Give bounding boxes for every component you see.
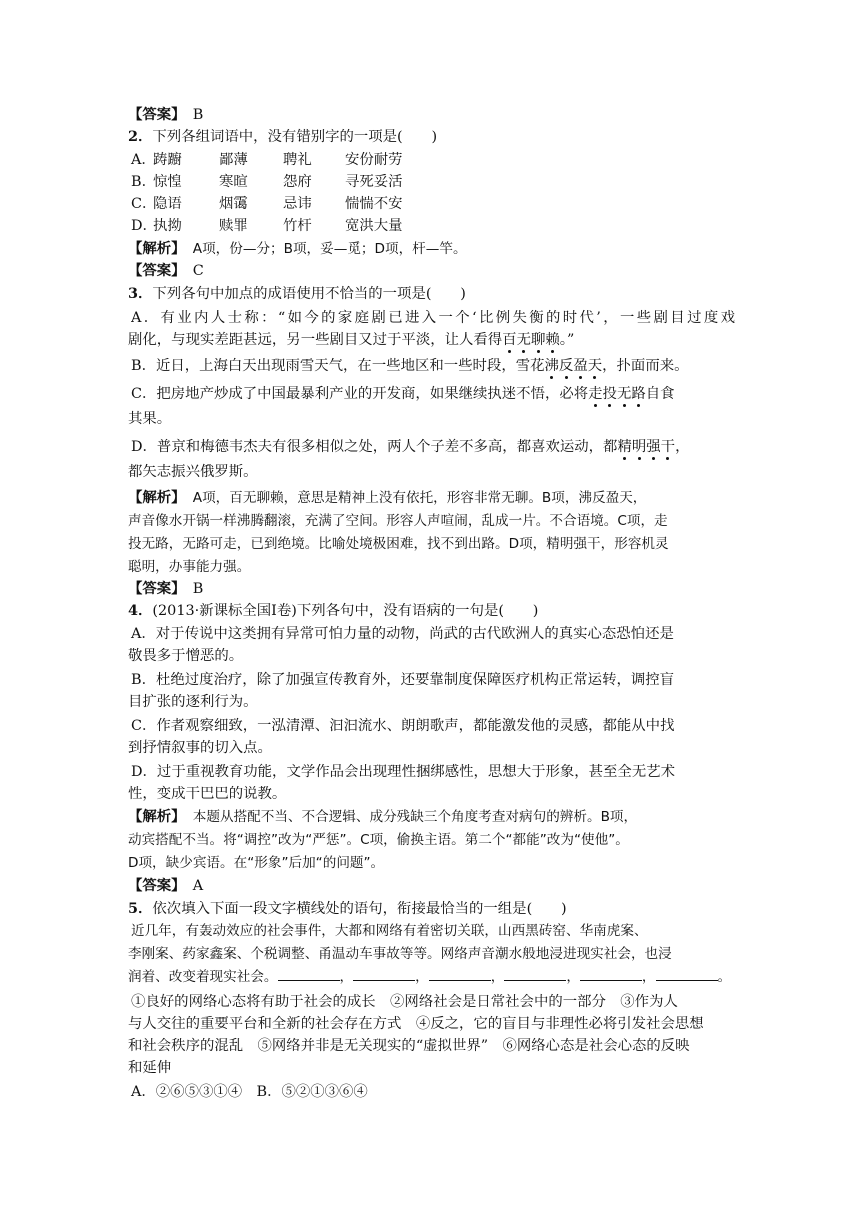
- question-number: 2．: [128, 128, 153, 145]
- option-word: 惴惴不安: [345, 196, 403, 212]
- q4-option-b-line1: B．杜绝过度治疗，除了加强宣传教育外，还要靠制度保障医疗机构正常运转，调控盲: [131, 672, 675, 688]
- q2-option-c: [131, 193, 403, 215]
- q5-items-line4: 和延伸: [128, 1060, 172, 1076]
- q4-option-c-line1: C．作者观察细致，一泓清潭、汩汩流水、朗朗歌声，都能激发他的灵感，都能从中找: [131, 718, 675, 734]
- q4-option-a-line2: 敬畏多于憎恶的。: [128, 648, 244, 664]
- dotted-char: 百: [502, 332, 517, 348]
- option-word: 寻死妥活: [345, 174, 403, 190]
- answer-tag: 【答案】: [128, 877, 179, 894]
- question-text: 下列各组词语中，没有错别字的一项是( ): [152, 129, 438, 145]
- q3-stem: [128, 283, 466, 305]
- option-text: ，扑面而来。: [602, 358, 689, 374]
- option-word: 忌讳: [283, 196, 312, 212]
- q5-choices: A．②⑥⑤③①④ B．⑤②①③⑥④: [131, 1084, 368, 1100]
- dotted-idiom: [502, 332, 560, 348]
- answer-tag: 【答案】: [128, 106, 179, 123]
- q4-analysis-line2: 动宾搭配不当。将“调控”改为“严惩”。C项，偷换主语。第二个“都能”改为“使他”。: [128, 832, 629, 848]
- q3-option-d-line1: [131, 436, 689, 458]
- q2-option-d: [131, 215, 403, 237]
- question-text: 依次填入下面一段文字横线处的语句，衔接最恰当的一组是( ): [152, 901, 567, 917]
- q4-stem: [128, 600, 538, 622]
- q3-option-d-line2: [128, 461, 258, 483]
- q4-analysis-line3: D项，缺少宾语。在“形象”后加“的问题”。: [128, 855, 385, 871]
- q4-option-a-line1: A．对于传说中这类拥有异常可怕力量的动物，尚武的古代欧洲人的真实心态恐怕还是: [131, 626, 674, 642]
- q2-analysis: [128, 238, 467, 260]
- option-text: 其果。: [128, 411, 172, 427]
- q5-items-line3: 和社会秩序的混乱 ⑤网络并非是无关现实的“虚拟世界” ⑥网络心态是社会心态的反映: [128, 1038, 690, 1054]
- q4-option-d-line2: 性，变成干巴巴的说教。: [128, 786, 287, 802]
- q3-analysis-line1: [128, 487, 646, 509]
- paragraph-text: 润着、改变着现实社会。: [128, 969, 278, 985]
- q4-option-b-line2: 目扩张的逐利行为。: [128, 694, 258, 710]
- option-word: 隐语: [153, 196, 182, 212]
- analysis-tag: 【解析】: [128, 808, 179, 825]
- q5-items-line2: 与人交往的重要平台和全新的社会存在方式 ④反之，它的盲目与非理性必将引发社会思想: [128, 1016, 704, 1032]
- question-source: (2013·新课标全国Ⅰ卷): [152, 603, 297, 619]
- answer-tag: 【答案】: [128, 262, 179, 279]
- fill-blank[interactable]: [353, 966, 415, 981]
- q5-items-line1: ①良好的网络心态将有助于社会的成长 ②网络社会是日常社会中的一部分 ③作为人: [131, 994, 678, 1010]
- q5-paragraph-line2: 李刚案、药家鑫案、个税调整、甬温动车事故等等。网络声音潮水般地浸进现实社会，也浸: [128, 946, 672, 962]
- dotted-char: 路: [631, 386, 646, 402]
- separator: ，: [415, 969, 429, 985]
- answer-tag: 【答案】: [128, 580, 179, 597]
- analysis-text: A项，百无聊赖，意思是精神上没有依托，形容非常无聊。B项，沸反盈天，: [192, 490, 647, 506]
- dotted-char: 干: [660, 439, 676, 455]
- dotted-char: 强: [646, 439, 661, 455]
- dotted-char: 天: [587, 358, 603, 374]
- option-word: 聘礼: [283, 152, 312, 168]
- dotted-char: 聊: [530, 332, 546, 348]
- question-number: 3．: [128, 285, 153, 302]
- dotted-char: 盈: [573, 358, 588, 374]
- answer-value: C: [192, 263, 204, 279]
- dotted-char: 精: [617, 439, 632, 455]
- dotted-char: 走: [588, 386, 603, 402]
- option-text: 剧化，与现实差距甚远，另一些剧目又过于平淡，让人看得: [128, 332, 503, 348]
- dotted-char: 反: [558, 358, 574, 374]
- option-word: 宽洪大量: [345, 218, 403, 234]
- separator: ，: [490, 969, 505, 985]
- fill-blank[interactable]: [278, 966, 340, 981]
- option-word: 鄙薄: [219, 152, 248, 168]
- q2-stem: [128, 126, 437, 148]
- q2-answer: [128, 260, 204, 282]
- q3-answer: [128, 578, 203, 600]
- q3-option-a-line1: [131, 307, 735, 329]
- option-word: 竹杆: [283, 218, 312, 234]
- q2-option-b: [131, 171, 403, 193]
- separator: ，: [339, 969, 354, 985]
- analysis-text: 本题从搭配不当、不合逻辑、成分残缺三个角度考查对病句的辨析。B项，: [192, 809, 638, 825]
- q1-answer: [128, 104, 203, 126]
- option-word: 安份耐劳: [345, 152, 403, 168]
- option-label: B．: [131, 174, 156, 190]
- q4-option-c-line2: 到抒情叙事的切入点。: [128, 740, 272, 756]
- q3-analysis-line4: 聪明，办事能力强。: [128, 559, 251, 575]
- fill-blank[interactable]: [429, 966, 491, 981]
- answer-value: B: [192, 107, 204, 123]
- analysis-text: A项，份—分；B项，妥—觅；D项，杆—竿。: [192, 241, 467, 257]
- option-text: ，: [675, 439, 690, 455]
- analysis-tag: 【解析】: [128, 240, 179, 257]
- answer-value: B: [192, 581, 204, 597]
- option-text: 都矢志振兴俄罗斯。: [128, 464, 258, 480]
- question-text: 下列各句中加点的成语使用不恰当的一项是( ): [152, 286, 466, 302]
- q5-stem: [128, 898, 567, 920]
- dotted-char: 明: [631, 439, 647, 455]
- q4-option-d-line1: D．过于重视教育功能，文学作品会出现理性捆绑感性，思想大于形象，甚至全无艺术: [131, 764, 675, 780]
- option-word: 怨府: [283, 174, 312, 190]
- q5-paragraph-line1: 近几年，有轰动效应的社会事件，大都和网络有着密切关联，山西黑砖窑、华南虎案、: [131, 923, 648, 939]
- option-label: D．: [131, 218, 157, 234]
- dotted-char: 无: [616, 386, 632, 402]
- option-text: 自食: [645, 386, 675, 402]
- separator: ，: [641, 969, 656, 985]
- option-text: C．把房地产炒成了中国最暴利产业的开发商，如果继续执迷不悟，必将: [131, 386, 589, 402]
- q3-option-b: [131, 355, 689, 377]
- dotted-char: 沸: [544, 358, 559, 374]
- dotted-idiom: [545, 358, 603, 374]
- option-label: A．: [131, 152, 156, 168]
- separator: ，: [566, 969, 580, 985]
- analysis-tag: 【解析】: [128, 489, 179, 506]
- dotted-char: 无: [516, 332, 531, 348]
- option-text: A．有业内人士称：“如今的家庭剧已进入一个‘比例失衡的时代’，一些剧目过度戏: [131, 310, 735, 326]
- option-word: 赎罪: [219, 218, 248, 234]
- question-number: 5．: [128, 900, 153, 917]
- option-word: 执拗: [153, 218, 182, 234]
- question-number: 4．: [128, 602, 153, 619]
- dotted-idiom: [617, 439, 675, 455]
- q5-paragraph-line3: [128, 966, 731, 988]
- question-text: 下列各句中，没有语病的一句是( ): [296, 603, 539, 619]
- fill-blank[interactable]: [656, 966, 718, 981]
- option-word: 寒暄: [219, 174, 248, 190]
- option-label: C．: [131, 196, 157, 212]
- dotted-char: 赖: [545, 332, 560, 348]
- option-text: 。”: [559, 332, 575, 348]
- option-word: 踌躕: [153, 152, 182, 168]
- answer-value: A: [192, 878, 204, 894]
- separator: 。: [717, 969, 732, 985]
- q2-option-a: [131, 149, 403, 171]
- q3-option-c-line2: [128, 408, 171, 430]
- dotted-idiom: [588, 386, 646, 402]
- q4-answer: [128, 875, 203, 897]
- q3-option-a-line2: [128, 329, 574, 351]
- q4-analysis-line1: [128, 806, 637, 828]
- fill-blank[interactable]: [580, 966, 642, 981]
- fill-blank[interactable]: [504, 966, 566, 981]
- dotted-char: 投: [602, 386, 617, 402]
- q3-analysis-line3: 投无路，无路可走，已到绝境。比喻处境极困难，找不到出路。D项，精明强干，形容机灵: [128, 536, 669, 552]
- option-text: D．普京和梅德韦杰夫有很多相似之处，两人个子差不多高，都喜欢运动，都: [131, 439, 618, 455]
- option-word: 烟霭: [219, 196, 248, 212]
- q3-analysis-line2: 声音像水开锅一样沸腾翻滚，充满了空间。形容人声喧闹，乱成一片。不合语境。C项，走: [128, 513, 668, 529]
- option-text: B．近日，上海白天出现雨雪天气，在一些地区和一些时段，雪花: [131, 358, 545, 374]
- option-word: 惊惶: [153, 174, 182, 190]
- q3-option-c-line1: [131, 383, 675, 405]
